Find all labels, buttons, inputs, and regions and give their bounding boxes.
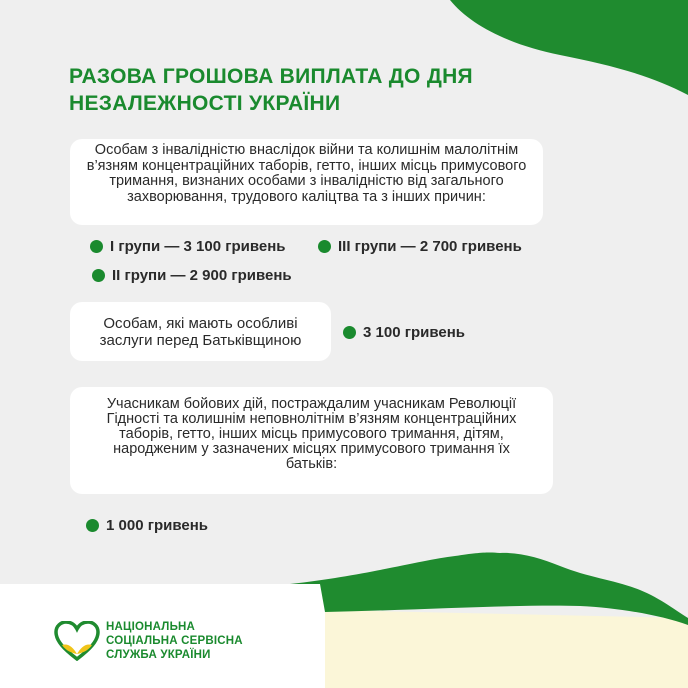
special-merits-amount-text: 3 100 гривень [363, 324, 465, 341]
group1-amount [90, 238, 286, 255]
nsss-logo [54, 620, 243, 662]
bullet-dot-icon [92, 269, 105, 282]
disability-description-card [70, 139, 543, 225]
group3-amount-text: III групи — 2 700 гривень [338, 238, 522, 255]
group2-amount [92, 267, 292, 284]
group1-amount-text: I групи — 3 100 гривень [110, 238, 286, 255]
bullet-dot-icon [86, 519, 99, 532]
disability-description-text: Особам з інвалідністю внаслідок війни та колишнім малолітнім в’язням концентраційних таборів, гетто, інших місць примусового тримання, визнаних особами з інвалідністю від загального захворювання, трудового каліцтва та з інших причин: [86, 142, 527, 205]
group3-amount [318, 238, 522, 255]
special-merits-text: Особам, які мають особливі заслуги перед Батьківщиною [99, 315, 302, 349]
heart-hands-icon [54, 621, 100, 661]
bullet-dot-icon [90, 240, 103, 253]
logo-line2: СОЦІАЛЬНА СЕРВІСНА [106, 635, 243, 647]
special-merits-amount [343, 324, 465, 341]
combatants-card [70, 387, 553, 494]
logo-line3: СЛУЖБА УКРАЇНИ [106, 649, 211, 661]
combatants-amount-text: 1 000 гривень [106, 517, 208, 534]
logo-line1: НАЦІОНАЛЬНА [106, 621, 196, 633]
combatants-amount [86, 517, 208, 534]
combatants-text: Учасникам бойових дій, постраждалим учасникам Революції Гідності та колишнім неповнолітнім в’язням концентраційних таборів, гетто, інших місць примусового тримання, дітям, народженим у зазначених місцях примусового тримання їх батьків: [106, 396, 517, 472]
bullet-dot-icon [318, 240, 331, 253]
special-merits-card [70, 302, 331, 361]
page-title: РАЗОВА ГРОШОВА ВИПЛАТА ДО ДНЯ НЕЗАЛЕЖНОСТІ УКРАЇНИ [69, 65, 473, 115]
group2-amount-text: II групи — 2 900 гривень [112, 267, 292, 284]
bullet-dot-icon [343, 326, 356, 339]
